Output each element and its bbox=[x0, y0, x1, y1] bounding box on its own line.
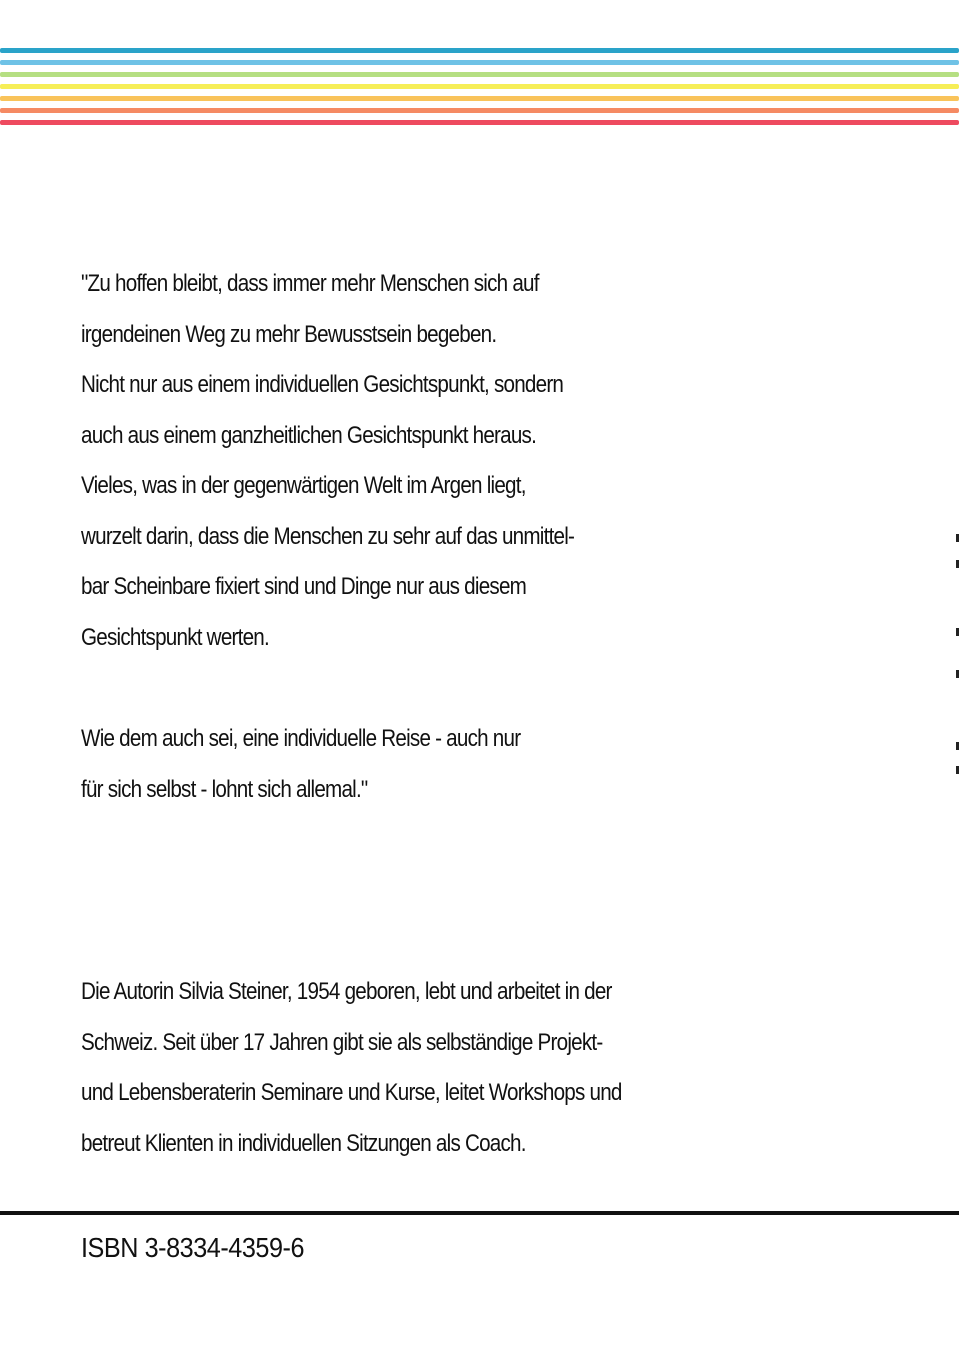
stripe-6 bbox=[0, 108, 959, 113]
quote-line: Gesichtspunkt werten. bbox=[81, 623, 269, 651]
quote-paragraph-2 bbox=[81, 714, 520, 815]
rainbow-stripes bbox=[0, 48, 959, 132]
quote-line: "Zu hoffen bleibt, dass immer mehr Menschen sich auf bbox=[81, 270, 539, 297]
stripe-5 bbox=[0, 96, 959, 101]
quote-line: Nicht nur aus einem individuellen Gesichtspunkt, sondern bbox=[81, 371, 564, 398]
quote-line: für sich selbst - lohnt sich allemal." bbox=[81, 775, 368, 803]
bio-line: Die Autorin Silvia Steiner, 1954 geboren, lebt und arbeitet in der bbox=[81, 978, 612, 1005]
stripe-1 bbox=[0, 48, 959, 53]
quote-line: wurzelt darin, dass die Menschen zu sehr auf das unmittel- bbox=[81, 522, 575, 550]
bio-line: betreut Klienten in individuellen Sitzungen als Coach. bbox=[81, 1129, 526, 1157]
isbn-number: ISBN 3-8334-4359-6 bbox=[81, 1232, 305, 1263]
divider-line bbox=[0, 1211, 959, 1215]
page-edge-marks bbox=[953, 520, 959, 780]
quote-line: Vieles, was in der gegenwärtigen Welt im Argen liegt, bbox=[81, 472, 526, 499]
stripe-2 bbox=[0, 60, 959, 65]
quote-line: Wie dem auch sei, eine individuelle Reise - auch nur bbox=[81, 725, 521, 752]
bio-line: Schweiz. Seit über 17 Jahren gibt sie als selbständige Projekt- bbox=[81, 1028, 603, 1056]
quote-line: bar Scheinbare fixiert sind und Dinge nur aus diesem bbox=[81, 573, 527, 600]
author-bio bbox=[81, 967, 622, 1169]
quote-line: irgendeinen Weg zu mehr Bewusstsein begeben. bbox=[81, 320, 497, 348]
bio-line: und Lebensberaterin Seminare und Kurse, leitet Workshops und bbox=[81, 1079, 622, 1106]
stripe-3 bbox=[0, 72, 959, 77]
quote-paragraph-1 bbox=[81, 259, 574, 663]
quote-line: auch aus einem ganzheitlichen Gesichtspunkt heraus. bbox=[81, 421, 537, 449]
stripe-7 bbox=[0, 120, 959, 125]
stripe-4 bbox=[0, 84, 959, 89]
